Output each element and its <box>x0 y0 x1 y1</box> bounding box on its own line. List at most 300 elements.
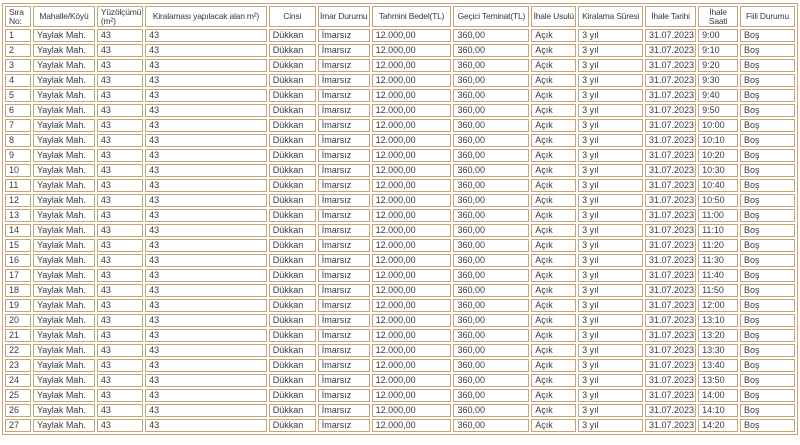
table-cell: 360,00 <box>453 119 529 132</box>
table-cell: İmarsız <box>318 194 370 207</box>
table-cell: Dükkan <box>269 374 316 387</box>
table-cell: Yaylak Mah. <box>33 179 95 192</box>
table-cell: 43 <box>97 299 143 312</box>
table-cell: Yaylak Mah. <box>33 59 95 72</box>
table-cell: Dükkan <box>269 194 316 207</box>
table-cell: 9:10 <box>698 44 738 57</box>
table-cell: 10:40 <box>698 179 738 192</box>
table-cell: Yaylak Mah. <box>33 314 95 327</box>
table-cell: Boş <box>740 194 795 207</box>
table-cell: 24 <box>5 374 31 387</box>
table-cell: 3 yıl <box>578 239 643 252</box>
table-cell: Yaylak Mah. <box>33 74 95 87</box>
table-cell: 12.000,00 <box>372 44 452 57</box>
table-cell: 360,00 <box>453 404 529 417</box>
table-cell: 3 yıl <box>578 104 643 117</box>
table-cell: Dükkan <box>269 239 316 252</box>
table-cell: İmarsız <box>318 344 370 357</box>
table-cell: Yaylak Mah. <box>33 104 95 117</box>
column-header: Kiralaması yapılacak alan m²) <box>145 6 267 27</box>
column-header: Geçici Teminat(TL) <box>453 6 529 27</box>
table-cell: 23 <box>5 359 31 372</box>
table-cell: İmarsız <box>318 164 370 177</box>
table-cell: 3 yıl <box>578 284 643 297</box>
table-cell: Açık <box>531 254 576 267</box>
table-cell: 43 <box>145 419 267 432</box>
table-cell: 1 <box>5 29 31 42</box>
table-cell: Yaylak Mah. <box>33 284 95 297</box>
table-cell: İmarsız <box>318 149 370 162</box>
table-cell: Dükkan <box>269 224 316 237</box>
table-cell: Açık <box>531 224 576 237</box>
table-cell: 31.07.2023 <box>645 314 696 327</box>
table-cell: 360,00 <box>453 344 529 357</box>
table-cell: 5 <box>5 89 31 102</box>
table-cell: 18 <box>5 284 31 297</box>
table-cell: Dükkan <box>269 284 316 297</box>
table-cell: Boş <box>740 344 795 357</box>
table-cell: 10:20 <box>698 149 738 162</box>
table-cell: 360,00 <box>453 224 529 237</box>
table-cell: Dükkan <box>269 299 316 312</box>
table-row <box>5 149 795 162</box>
table-cell: 31.07.2023 <box>645 389 696 402</box>
table-cell: 16 <box>5 254 31 267</box>
table-cell: 31.07.2023 <box>645 44 696 57</box>
table-cell: Yaylak Mah. <box>33 419 95 432</box>
table-cell: 31.07.2023 <box>645 404 696 417</box>
table-cell: Dükkan <box>269 404 316 417</box>
table-cell: Yaylak Mah. <box>33 389 95 402</box>
table-cell: İmarsız <box>318 404 370 417</box>
table-cell: Boş <box>740 164 795 177</box>
table-cell: Dükkan <box>269 209 316 222</box>
table-cell: 43 <box>97 179 143 192</box>
table-cell: Dükkan <box>269 269 316 282</box>
table-cell: 43 <box>145 404 267 417</box>
table-cell: Dükkan <box>269 134 316 147</box>
table-cell: 31.07.2023 <box>645 239 696 252</box>
table-cell: Yaylak Mah. <box>33 164 95 177</box>
table-cell: 43 <box>145 269 267 282</box>
table-cell: 43 <box>97 404 143 417</box>
table-cell: 43 <box>97 89 143 102</box>
table-cell: Yaylak Mah. <box>33 269 95 282</box>
table-row <box>5 119 795 132</box>
table-cell: 43 <box>145 194 267 207</box>
table-cell: 31.07.2023 <box>645 164 696 177</box>
table-row <box>5 314 795 327</box>
table-cell: Yaylak Mah. <box>33 344 95 357</box>
table-cell: 3 <box>5 59 31 72</box>
table-cell: Boş <box>740 74 795 87</box>
table-cell: 31.07.2023 <box>645 119 696 132</box>
table-cell: Açık <box>531 104 576 117</box>
table-cell: Yaylak Mah. <box>33 29 95 42</box>
table-cell: 12.000,00 <box>372 209 452 222</box>
table-cell: 6 <box>5 104 31 117</box>
table-cell: 27 <box>5 419 31 432</box>
table-cell: 43 <box>145 164 267 177</box>
table-cell: Boş <box>740 239 795 252</box>
table-cell: 12.000,00 <box>372 59 452 72</box>
table-row <box>5 209 795 222</box>
table-cell: 31.07.2023 <box>645 194 696 207</box>
table-cell: Açık <box>531 119 576 132</box>
table-row <box>5 404 795 417</box>
table-cell: 43 <box>145 104 267 117</box>
table-cell: 360,00 <box>453 149 529 162</box>
table-cell: Yaylak Mah. <box>33 134 95 147</box>
table-cell: 43 <box>97 29 143 42</box>
table-cell: 26 <box>5 404 31 417</box>
table-cell: Boş <box>740 119 795 132</box>
table-cell: Açık <box>531 359 576 372</box>
table-cell: 43 <box>97 359 143 372</box>
table-cell: 17 <box>5 269 31 282</box>
table-cell: 43 <box>97 374 143 387</box>
table-cell: Yaylak Mah. <box>33 119 95 132</box>
column-header: Cinsi <box>269 6 316 27</box>
table-cell: 12.000,00 <box>372 359 452 372</box>
table-cell: Boş <box>740 179 795 192</box>
table-cell: 31.07.2023 <box>645 59 696 72</box>
table-cell: 8 <box>5 134 31 147</box>
table-cell: 12.000,00 <box>372 374 452 387</box>
table-cell: 13:40 <box>698 359 738 372</box>
table-cell: Boş <box>740 359 795 372</box>
table-cell: İmarsız <box>318 224 370 237</box>
table-cell: Dükkan <box>269 179 316 192</box>
column-header: İhale Tarihi <box>645 6 696 27</box>
table-cell: 360,00 <box>453 194 529 207</box>
table-cell: Dükkan <box>269 314 316 327</box>
table-cell: Yaylak Mah. <box>33 254 95 267</box>
table-cell: Açık <box>531 419 576 432</box>
table-cell: 12.000,00 <box>372 164 452 177</box>
table-cell: 43 <box>97 239 143 252</box>
table-cell: 43 <box>97 314 143 327</box>
table-cell: Açık <box>531 374 576 387</box>
table-cell: Boş <box>740 269 795 282</box>
table-cell: 31.07.2023 <box>645 344 696 357</box>
table-row <box>5 104 795 117</box>
table-cell: 43 <box>97 284 143 297</box>
table-row <box>5 44 795 57</box>
table-cell: 43 <box>145 29 267 42</box>
table-cell: İmarsız <box>318 389 370 402</box>
table-cell: Yaylak Mah. <box>33 359 95 372</box>
table-cell: 9:20 <box>698 59 738 72</box>
table-cell: 12.000,00 <box>372 344 452 357</box>
column-header: Sıra No: <box>5 6 31 27</box>
table-cell: Açık <box>531 404 576 417</box>
table-cell: 12 <box>5 194 31 207</box>
table-cell: 3 yıl <box>578 149 643 162</box>
table-cell: 43 <box>145 224 267 237</box>
table-cell: Dükkan <box>269 104 316 117</box>
table-cell: 3 yıl <box>578 164 643 177</box>
table-cell: 43 <box>145 314 267 327</box>
table-cell: 43 <box>145 299 267 312</box>
table-cell: Yaylak Mah. <box>33 194 95 207</box>
auction-rental-table <box>2 3 798 435</box>
table-cell: 12.000,00 <box>372 89 452 102</box>
table-cell: 9:40 <box>698 89 738 102</box>
table-row <box>5 254 795 267</box>
table-cell: 4 <box>5 74 31 87</box>
table-row <box>5 29 795 42</box>
table-cell: 14:10 <box>698 404 738 417</box>
table-cell: Açık <box>531 314 576 327</box>
table-cell: 12.000,00 <box>372 104 452 117</box>
table-cell: Boş <box>740 44 795 57</box>
table-cell: 3 yıl <box>578 359 643 372</box>
table-cell: 25 <box>5 389 31 402</box>
table-cell: Boş <box>740 89 795 102</box>
table-cell: İmarsız <box>318 89 370 102</box>
table-cell: 3 yıl <box>578 119 643 132</box>
table-row <box>5 419 795 432</box>
table-row <box>5 359 795 372</box>
table-cell: 31.07.2023 <box>645 254 696 267</box>
table-cell: 360,00 <box>453 74 529 87</box>
table-cell: 14 <box>5 224 31 237</box>
table-cell: Dükkan <box>269 164 316 177</box>
table-cell: 10 <box>5 164 31 177</box>
table-cell: 360,00 <box>453 59 529 72</box>
table-row <box>5 239 795 252</box>
table-cell: Boş <box>740 224 795 237</box>
table-cell: Dükkan <box>269 44 316 57</box>
table-cell: İmarsız <box>318 179 370 192</box>
table-cell: Dükkan <box>269 359 316 372</box>
table-cell: 3 yıl <box>578 224 643 237</box>
table-row <box>5 134 795 147</box>
table-cell: 12.000,00 <box>372 269 452 282</box>
column-header: Mahalle/Köyü <box>33 6 95 27</box>
table-row <box>5 224 795 237</box>
table-cell: 12.000,00 <box>372 314 452 327</box>
table-cell: 43 <box>145 359 267 372</box>
table-cell: 43 <box>97 134 143 147</box>
table-cell: 43 <box>97 44 143 57</box>
table-cell: İmarsız <box>318 104 370 117</box>
table-cell: 31.07.2023 <box>645 104 696 117</box>
table-row <box>5 389 795 402</box>
table-cell: Açık <box>531 89 576 102</box>
table-cell: 43 <box>145 179 267 192</box>
table-cell: 43 <box>145 44 267 57</box>
table-cell: 12:00 <box>698 299 738 312</box>
table-cell: Yaylak Mah. <box>33 329 95 342</box>
table-cell: 3 yıl <box>578 74 643 87</box>
table-cell: Dükkan <box>269 74 316 87</box>
table-cell: 31.07.2023 <box>645 134 696 147</box>
table-cell: 43 <box>97 59 143 72</box>
table-cell: Boş <box>740 404 795 417</box>
table-cell: Yaylak Mah. <box>33 374 95 387</box>
table-cell: 10:50 <box>698 194 738 207</box>
table-cell: Boş <box>740 299 795 312</box>
table-cell: 9:00 <box>698 29 738 42</box>
table-cell: Yaylak Mah. <box>33 44 95 57</box>
table-cell: Dükkan <box>269 89 316 102</box>
table-cell: 43 <box>97 344 143 357</box>
table-cell: 22 <box>5 344 31 357</box>
table-cell: Boş <box>740 104 795 117</box>
table-cell: 31.07.2023 <box>645 284 696 297</box>
table-cell: 15 <box>5 239 31 252</box>
table-cell: Açık <box>531 149 576 162</box>
table-cell: Dükkan <box>269 329 316 342</box>
table-cell: 12.000,00 <box>372 29 452 42</box>
table-cell: 10:30 <box>698 164 738 177</box>
table-cell: Açık <box>531 239 576 252</box>
table-cell: 12.000,00 <box>372 404 452 417</box>
table-cell: Açık <box>531 284 576 297</box>
table-cell: Açık <box>531 194 576 207</box>
table-cell: İmarsız <box>318 254 370 267</box>
table-cell: Boş <box>740 374 795 387</box>
table-cell: 31.07.2023 <box>645 224 696 237</box>
table-cell: Yaylak Mah. <box>33 299 95 312</box>
table-cell: 9:50 <box>698 104 738 117</box>
column-header: Tahmini Bedel(TL) <box>372 6 452 27</box>
table-cell: 43 <box>145 59 267 72</box>
table-cell: İmarsız <box>318 74 370 87</box>
table-row <box>5 164 795 177</box>
table-row <box>5 179 795 192</box>
table-cell: 360,00 <box>453 329 529 342</box>
table-cell: 3 yıl <box>578 419 643 432</box>
table-cell: 43 <box>145 284 267 297</box>
table-cell: 3 yıl <box>578 344 643 357</box>
table-cell: Açık <box>531 389 576 402</box>
table-cell: 43 <box>145 344 267 357</box>
table-cell: 3 yıl <box>578 194 643 207</box>
table-cell: 11:40 <box>698 269 738 282</box>
table-cell: 43 <box>97 269 143 282</box>
table-cell: Açık <box>531 299 576 312</box>
table-cell: Boş <box>740 149 795 162</box>
table-cell: 43 <box>97 104 143 117</box>
table-cell: 360,00 <box>453 104 529 117</box>
table-cell: 43 <box>145 374 267 387</box>
table-cell: 11:50 <box>698 284 738 297</box>
table-row <box>5 284 795 297</box>
table-cell: 360,00 <box>453 299 529 312</box>
table-cell: İmarsız <box>318 119 370 132</box>
table-cell: 3 yıl <box>578 374 643 387</box>
table-cell: 3 yıl <box>578 314 643 327</box>
table-cell: 12.000,00 <box>372 134 452 147</box>
table-cell: İmarsız <box>318 374 370 387</box>
table-cell: 12.000,00 <box>372 299 452 312</box>
table-cell: Açık <box>531 59 576 72</box>
table-cell: Boş <box>740 314 795 327</box>
table-cell: İmarsız <box>318 284 370 297</box>
table-row <box>5 74 795 87</box>
table-row <box>5 269 795 282</box>
table-cell: Yaylak Mah. <box>33 239 95 252</box>
table-cell: 360,00 <box>453 89 529 102</box>
table-cell: 31.07.2023 <box>645 29 696 42</box>
table-cell: 43 <box>145 74 267 87</box>
table-cell: Boş <box>740 29 795 42</box>
table-cell: Boş <box>740 59 795 72</box>
table-cell: 360,00 <box>453 179 529 192</box>
table-row <box>5 194 795 207</box>
table-cell: 14:20 <box>698 419 738 432</box>
table-cell: Açık <box>531 209 576 222</box>
table-cell: 3 yıl <box>578 44 643 57</box>
table-cell: 43 <box>97 164 143 177</box>
table-cell: 12.000,00 <box>372 149 452 162</box>
table-cell: 11:30 <box>698 254 738 267</box>
table-cell: 43 <box>145 119 267 132</box>
table-cell: 13:10 <box>698 314 738 327</box>
table-cell: 43 <box>145 134 267 147</box>
table-cell: 12.000,00 <box>372 224 452 237</box>
table-cell: İmarsız <box>318 359 370 372</box>
table-cell: 13:30 <box>698 344 738 357</box>
table-cell: Açık <box>531 164 576 177</box>
table-row <box>5 299 795 312</box>
table-cell: İmarsız <box>318 44 370 57</box>
table-cell: 20 <box>5 314 31 327</box>
table-cell: 43 <box>145 329 267 342</box>
table-row <box>5 374 795 387</box>
table-cell: 10:10 <box>698 134 738 147</box>
table-cell: 3 yıl <box>578 329 643 342</box>
table-cell: 360,00 <box>453 134 529 147</box>
table-cell: Dükkan <box>269 419 316 432</box>
column-header: İhale Usulü <box>531 6 576 27</box>
table-cell: 360,00 <box>453 374 529 387</box>
table-cell: 31.07.2023 <box>645 74 696 87</box>
column-header: İhale Saati <box>698 6 738 27</box>
table-cell: 31.07.2023 <box>645 419 696 432</box>
table-cell: 360,00 <box>453 29 529 42</box>
table-cell: Açık <box>531 44 576 57</box>
table-cell: İmarsız <box>318 239 370 252</box>
table-cell: Boş <box>740 134 795 147</box>
table-cell: 19 <box>5 299 31 312</box>
table-cell: Dükkan <box>269 149 316 162</box>
table-cell: 43 <box>145 89 267 102</box>
table-cell: 31.07.2023 <box>645 269 696 282</box>
table-cell: 31.07.2023 <box>645 149 696 162</box>
table-cell: 360,00 <box>453 269 529 282</box>
table-cell: 43 <box>97 209 143 222</box>
table-cell: İmarsız <box>318 29 370 42</box>
table-cell: İmarsız <box>318 269 370 282</box>
table-cell: 43 <box>97 419 143 432</box>
table-row <box>5 344 795 357</box>
table-cell: 3 yıl <box>578 254 643 267</box>
table-cell: İmarsız <box>318 299 370 312</box>
table-cell: 11:00 <box>698 209 738 222</box>
table-cell: Dükkan <box>269 254 316 267</box>
table-cell: 43 <box>97 119 143 132</box>
table-cell: 13 <box>5 209 31 222</box>
table-cell: Dükkan <box>269 59 316 72</box>
table-cell: 12.000,00 <box>372 239 452 252</box>
table-cell: 11 <box>5 179 31 192</box>
table-cell: 31.07.2023 <box>645 89 696 102</box>
table-cell: 3 yıl <box>578 89 643 102</box>
